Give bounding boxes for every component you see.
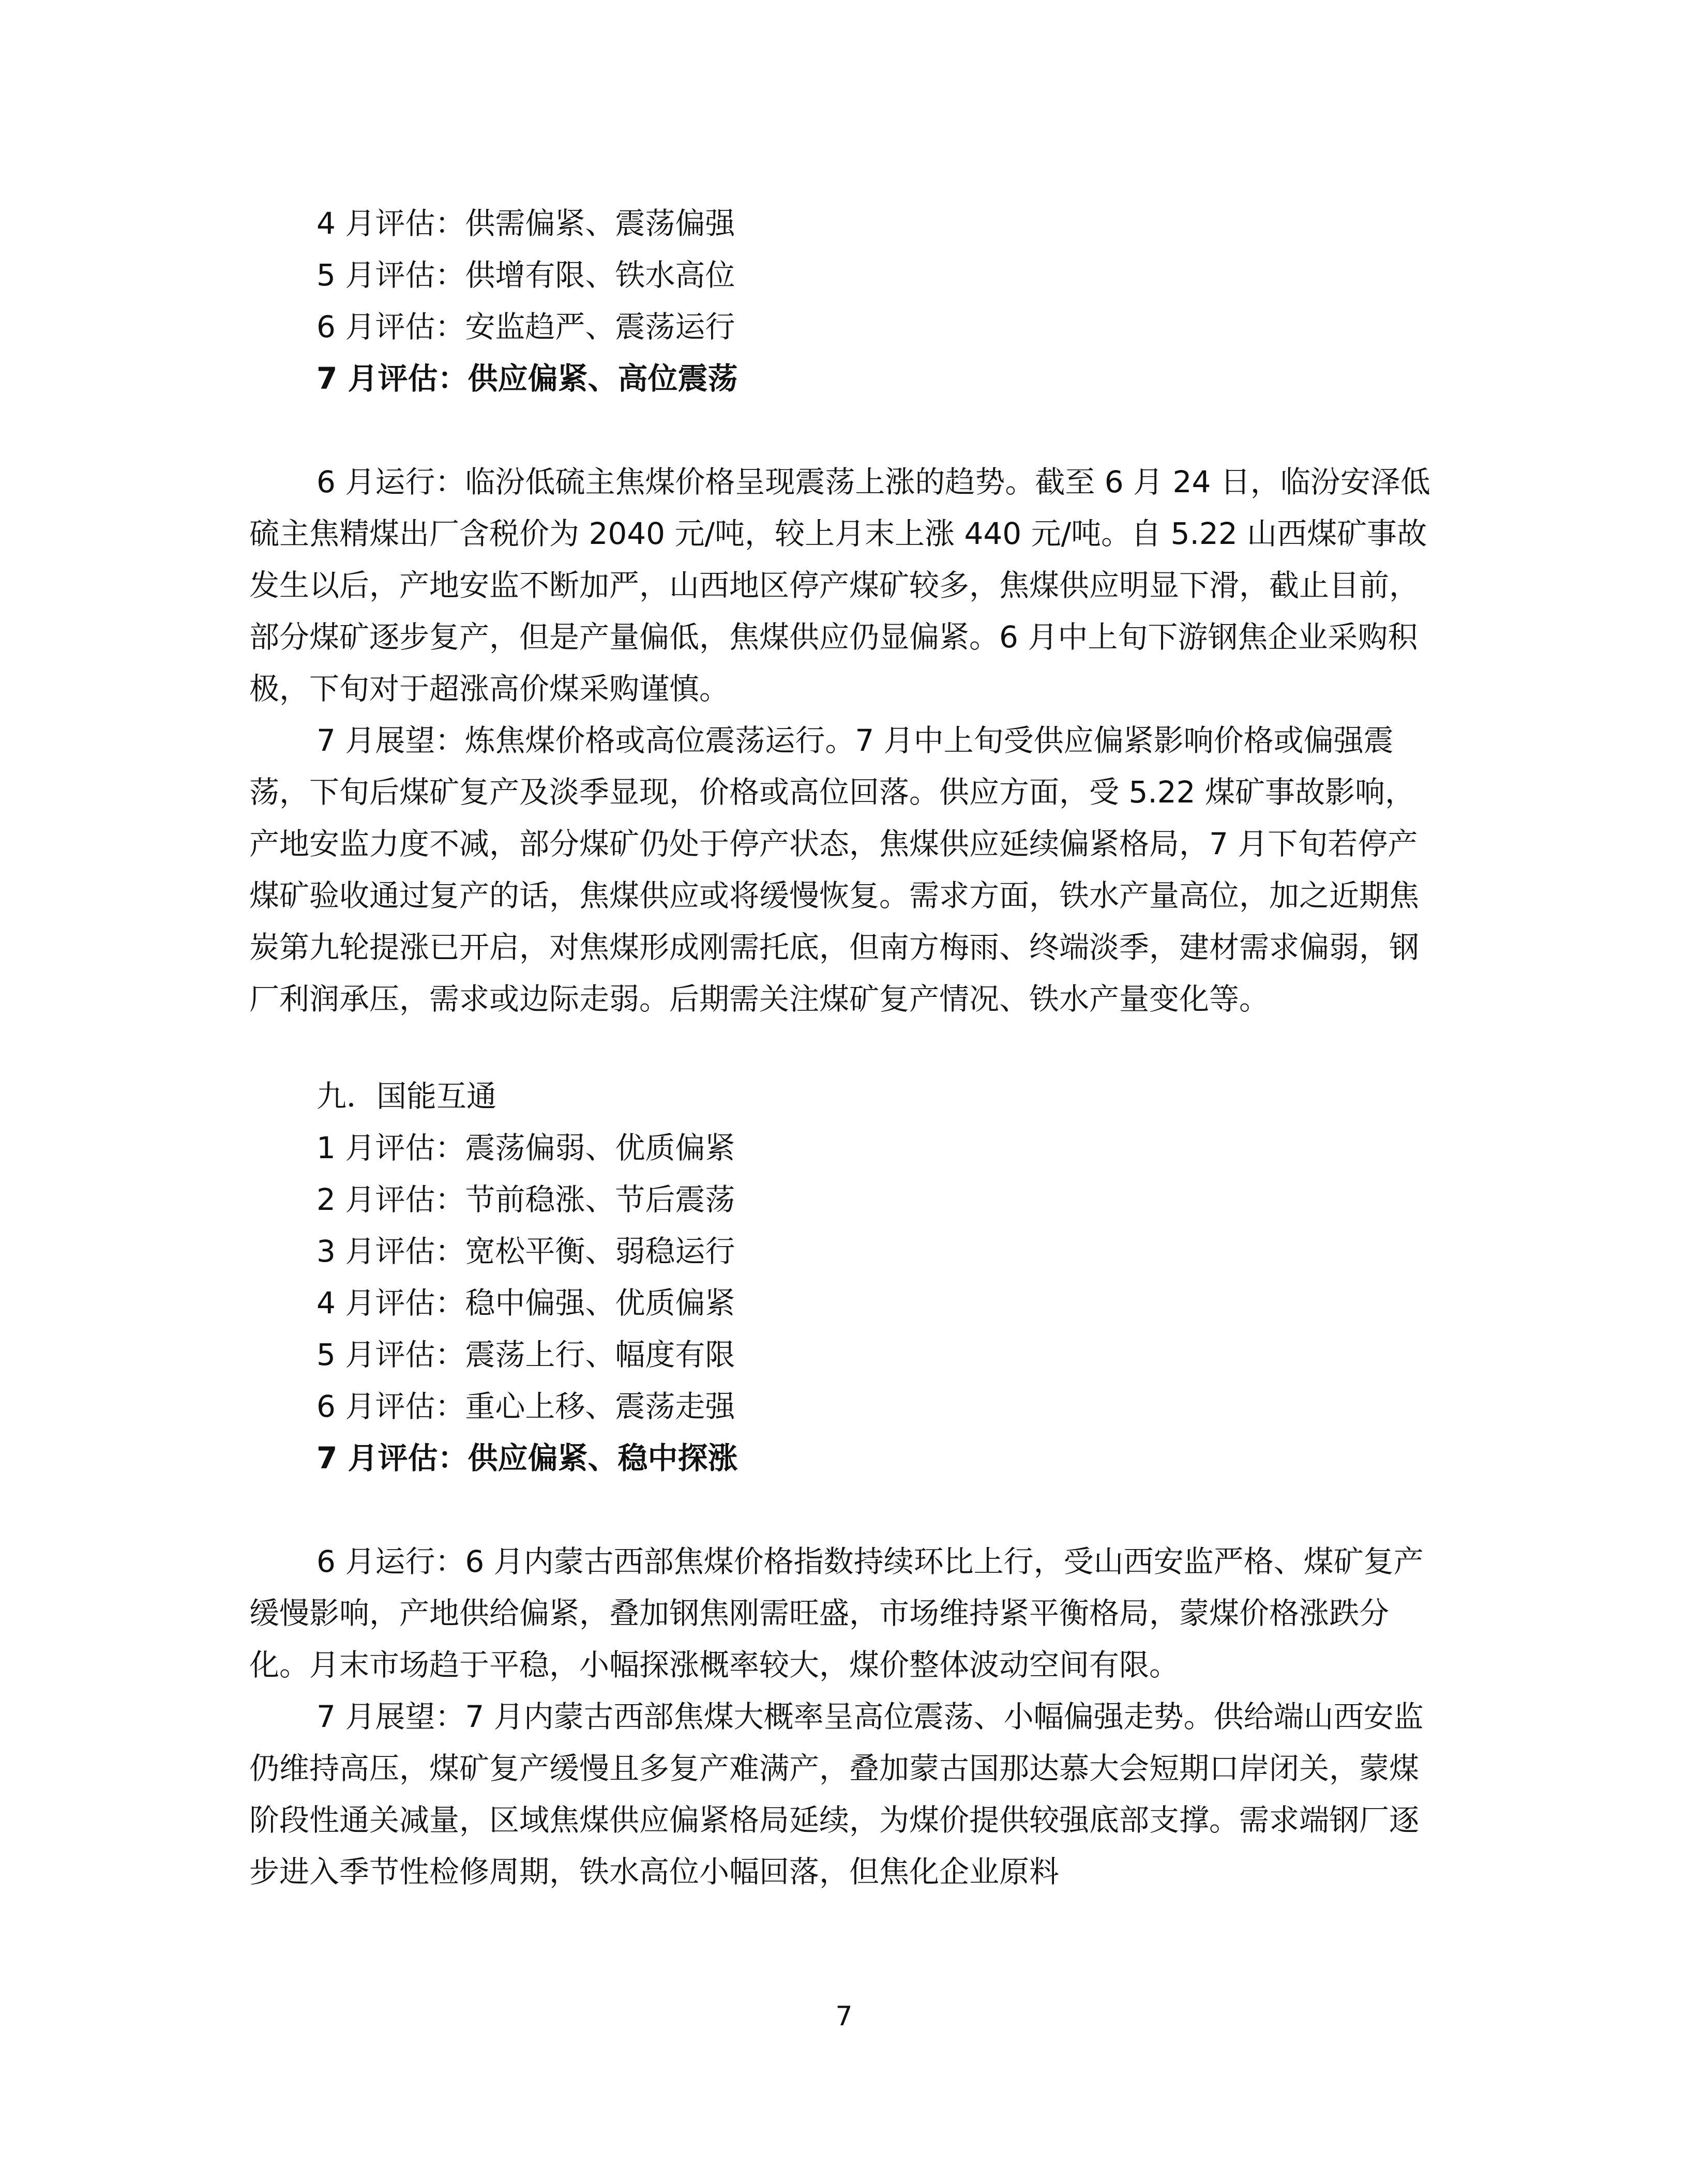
- evaluation-may: 5 月评估：震荡上行、幅度有限: [317, 1337, 735, 1372]
- evaluation-july-current: 7 月评估：供应偏紧、高位震荡: [317, 361, 738, 396]
- evaluation-january: 1 月评估：震荡偏弱、优质偏紧: [317, 1130, 735, 1165]
- july-outlook-paragraph: 7 月展望：7 月内蒙古西部焦煤大概率呈高位震荡、小幅偏强走势。供给端山西安监仍维持高压，煤矿复产缓慢且多复产难满产，叠加蒙古国那达慕大会短期口岸闭关，蒙煤阶段性通关减量，区域焦煤供应偏紧格局延续，为煤价提供较强底部支撑。需求端钢厂逐步进入季节性检修周期，铁水高位小幅回落，但焦化企业原料: [249, 1699, 1424, 1889]
- evaluation-april: 4 月评估：供需偏紧、震荡偏强: [317, 206, 735, 241]
- evaluation-february: 2 月评估：节前稳涨、节后震荡: [317, 1182, 735, 1217]
- page-number: 7: [835, 2001, 853, 2032]
- evaluation-june: 6 月评估：重心上移、震荡走强: [317, 1389, 735, 1424]
- evaluation-june: 6 月评估：安监趋严、震荡运行: [317, 309, 735, 344]
- june-run-paragraph: 6 月运行：临汾低硫主焦煤价格呈现震荡上涨的趋势。截至 6 月 24 日，临汾安泽低硫主焦精煤出厂含税价为 2040 元/吨，较上月末上涨 440 元/吨。自 5.22 山西煤矿事故发生以后，产地安监不断加严，山西地区停产煤矿较多，焦煤供应明显下滑，截止目前，部分煤矿逐步复产，但是产量偏低，焦煤供应仍显偏紧。6 月中上旬下游钢焦企业采购积极，下旬对于超涨高价煤采购谨慎。: [249, 464, 1430, 706]
- evaluation-may: 5 月评估：供增有限、铁水高位: [317, 257, 735, 293]
- evaluation-april: 4 月评估：稳中偏强、优质偏紧: [317, 1285, 735, 1321]
- page-body: [249, 198, 1439, 1898]
- july-outlook-paragraph: 7 月展望：炼焦煤价格或高位震荡运行。7 月中上旬受供应偏紧影响价格或偏强震荡，下旬后煤矿复产及淡季显现，价格或高位回落。供应方面，受 5.22 煤矿事故影响，产地安监力度不减，部分煤矿仍处于停产状态，焦煤供应延续偏紧格局，7 月下旬若停产煤矿验收通过复产的话，焦煤供应或将缓慢恢复。需求方面，铁水产量高位，加之近期焦炭第九轮提涨已开启，对焦煤形成刚需托底，但南方梅雨、终端淡季，建材需求偏弱，钢厂利润承压，需求或边际走弱。后期需关注煤矿复产情况、铁水产量变化等。: [249, 723, 1420, 1017]
- june-run-paragraph: 6 月运行：6 月内蒙古西部焦煤价格指数持续环比上行，受山西安监严格、煤矿复产缓慢影响，产地供给偏紧，叠加钢焦刚需旺盛，市场维持紧平衡格局，蒙煤价格涨跌分化。月末市场趋于平稳，小幅探涨概率较大，煤价整体波动空间有限。: [249, 1544, 1424, 1682]
- evaluation-march: 3 月评估：宽松平衡、弱稳运行: [317, 1234, 735, 1269]
- section-title: 九．国能互通: [317, 1079, 497, 1114]
- evaluation-july-current: 7 月评估：供应偏紧、稳中探涨: [317, 1440, 738, 1476]
